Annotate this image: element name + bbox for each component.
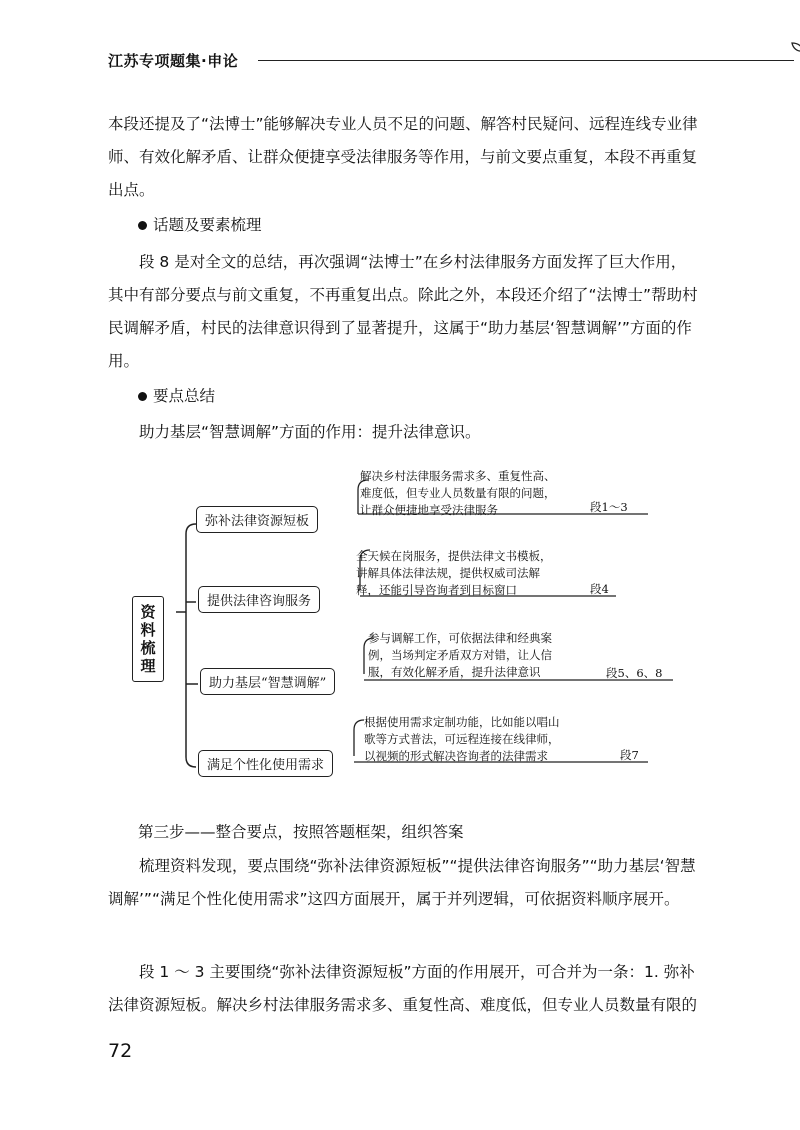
- branch-note: 全天候在岗服务，提供法律文书模板， 讲解具体法律法规，提供权威司法解 释，还能引导咨询者到目标窗口: [356, 549, 552, 597]
- section-heading-topics: 话题及要素梳理: [138, 213, 262, 235]
- paragraph-2: 段 8 是对全文的总结，再次强调“法博士”在乡村法律服务方面发挥了巨大作用，其中有部分要点与前文重复，不再重复出点。除此之外，本段还介绍了“法博士”帮助村民调解矛盾，村民的法律意识得到了显著提升，这属于“助力基层‘智慧调解’”方面的作用。: [108, 253, 698, 370]
- branch-label: 提供法律咨询服务: [198, 586, 320, 613]
- mindmap-root: 资料梳理: [132, 596, 164, 682]
- bullet-icon: [138, 392, 147, 401]
- source-ref: 段4: [590, 582, 609, 596]
- source-ref: 段7: [620, 748, 639, 762]
- bullet-icon: [138, 221, 147, 230]
- paragraph-4: 梳理资料发现，要点围绕“弥补法律资源短板”“提供法律咨询服务”“助力基层‘智慧调解’”“满足个性化使用需求”这四方面展开，属于并列逻辑，可依据资料顺序展开。: [108, 857, 696, 908]
- paragraph-1: 本段还提及了“法博士”能够解决专业人员不足的问题、解答村民疑问、远程连线专业律师、有效化解矛盾、让群众便捷享受法律服务等作用，与前文要点重复，本段不再重复出点。: [108, 115, 698, 199]
- section-heading-summary: 要点总结: [138, 384, 215, 406]
- paragraph-3: 助力基层“智慧调解”方面的作用：提升法律意识。: [139, 423, 481, 441]
- branch-note: 参与调解工作，可依据法律和经典案 例，当场判定矛盾双方对错，让人信 服，有效化解矛盾，提升法律意识: [368, 631, 552, 679]
- header-title: 江苏专项题集·申论: [108, 52, 239, 70]
- paragraph-5: 段 1 ～ 3 主要围绕“弥补法律资源短板”方面的作用展开，可合并为一条：1. 弥补法律资源短板。解决乡村法律服务需求多、重复性高、难度低，但专业人员数量有限的: [108, 963, 698, 1014]
- branch-note: 解决乡村法律服务需求多、重复性高、 难度低，但专业人员数量有限的问题， 让群众便捷地享受法律服务: [360, 469, 556, 517]
- source-ref: 段1～3: [590, 500, 628, 514]
- step-heading: 第三步——整合要点，按照答题框架，组织答案: [138, 823, 464, 841]
- material-mindmap: [128, 462, 688, 782]
- branch-label: 满足个性化使用需求: [198, 750, 333, 777]
- header-rule: [258, 60, 794, 61]
- branch-label: 弥补法律资源短板: [196, 506, 318, 533]
- branch-note: 根据使用需求定制功能，比如能以唱山 歌等方式普法，可远程连接在线律师， 以视频的形式解决咨询者的法律需求: [364, 715, 560, 763]
- sprout-icon: [788, 40, 800, 66]
- source-ref: 段5、6、8: [606, 666, 663, 680]
- page-number: 72: [108, 1040, 133, 1062]
- page-header: [108, 46, 718, 76]
- branch-label: 助力基层“智慧调解”: [200, 668, 335, 695]
